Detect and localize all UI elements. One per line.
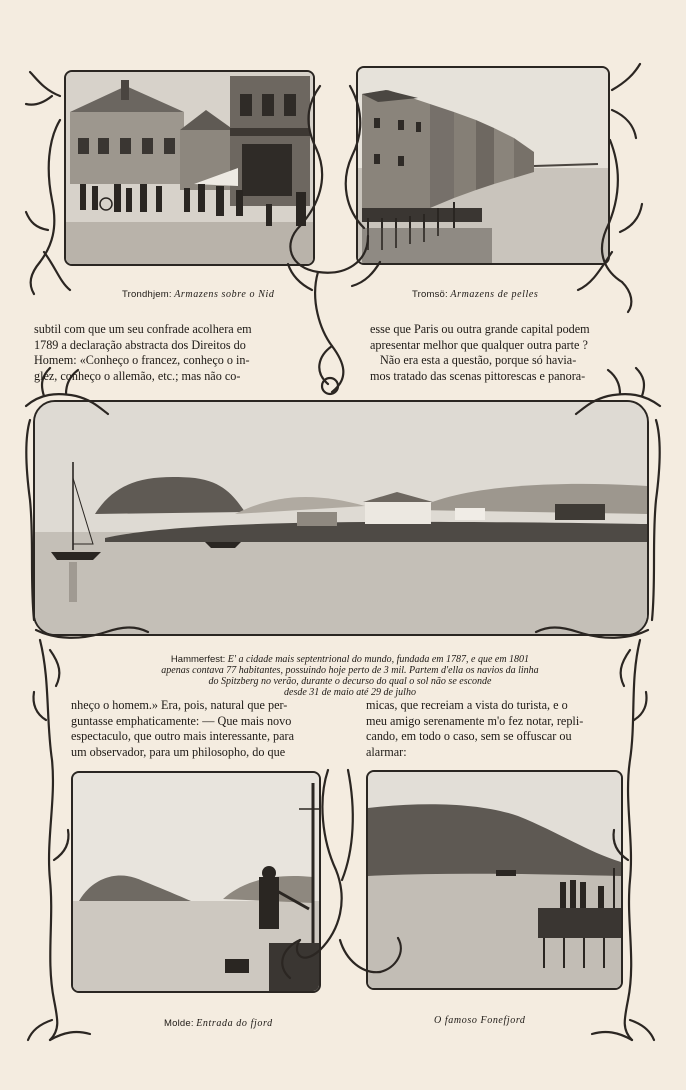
caption-description: Armazens sobre o Nid — [174, 289, 275, 300]
caption-place: Molde: — [164, 1018, 194, 1029]
text-line: micas, que recreiam a vista do turista, e o — [366, 698, 568, 712]
text-line: meu amigo serenamente m'o fez notar, repli- — [366, 713, 584, 728]
text-column-lower-right — [366, 698, 628, 760]
text-line: esse que Paris ou outra grande capital podem — [370, 322, 590, 336]
caption-line: desde 31 de maio até 29 de julho — [284, 687, 416, 698]
caption-place: Hammerfest: — [170, 654, 226, 665]
caption-place: Trondhjem: — [122, 289, 172, 300]
caption-hammerfest — [90, 654, 610, 698]
photo-tromso-warehouses — [356, 66, 610, 265]
caption-line: E' a cidade mais septentrional do mundo, fundada em 1787, e que em 1801 — [227, 654, 530, 665]
text-line: Não era esta a questão, porque só havia- — [380, 353, 577, 368]
text-line: apresentar melhor que qualquer outra parte ? — [370, 337, 588, 352]
photo-trondhjem-warehouses — [64, 70, 315, 266]
text-line: cando, em todo o caso, sem se offuscar ou — [366, 729, 572, 744]
caption-description: Entrada do fjord — [196, 1018, 273, 1029]
text-line: alarmar: — [366, 744, 407, 759]
text-line: Homem: «Conheço o francez, conheço o in- — [34, 353, 250, 368]
text-line: um observador, para um philosopho, do que — [71, 744, 286, 759]
text-line: glez, conheço o allemão, etc.; mas não co- — [34, 368, 241, 383]
text-line: mos tratado das scenas pittorescas e panora- — [370, 368, 586, 383]
text-column-upper-left — [34, 322, 299, 384]
photo-molde-fjord-entrance — [71, 771, 321, 993]
caption-fonefjord — [434, 1015, 526, 1027]
text-line: subtil com que um seu confrade acolhera em — [34, 322, 252, 336]
caption-line: do Spitzberg no verão, durante o decurso do qual o sol não se esconde — [208, 676, 492, 687]
text-line: 1789 a declaração abstracta dos Direitos do — [34, 337, 246, 352]
caption-tromso — [412, 289, 538, 301]
caption-description: Armazens de pelles — [450, 289, 539, 300]
text-line: nheço o homem.» Era, pois, natural que per- — [71, 698, 288, 712]
photo-fonefjord — [366, 770, 623, 990]
text-column-lower-left — [71, 698, 336, 760]
photo-hammerfest-panorama — [33, 400, 649, 636]
text-column-upper-right — [370, 322, 648, 384]
caption-molde — [164, 1018, 273, 1030]
text-line: guntasse emphaticamente: — Que mais novo — [71, 713, 292, 728]
caption-line: apenas contava 77 habitantes, possuindo hoje perto de 3 mil. Partem d'ella os navios da linha — [161, 665, 539, 676]
caption-trondhjem — [122, 289, 274, 301]
caption-description: O famoso Fonefjord — [434, 1015, 526, 1026]
caption-place: Tromsö: — [412, 289, 448, 300]
text-line: espectaculo, que outro mais interessante, para — [71, 729, 295, 744]
